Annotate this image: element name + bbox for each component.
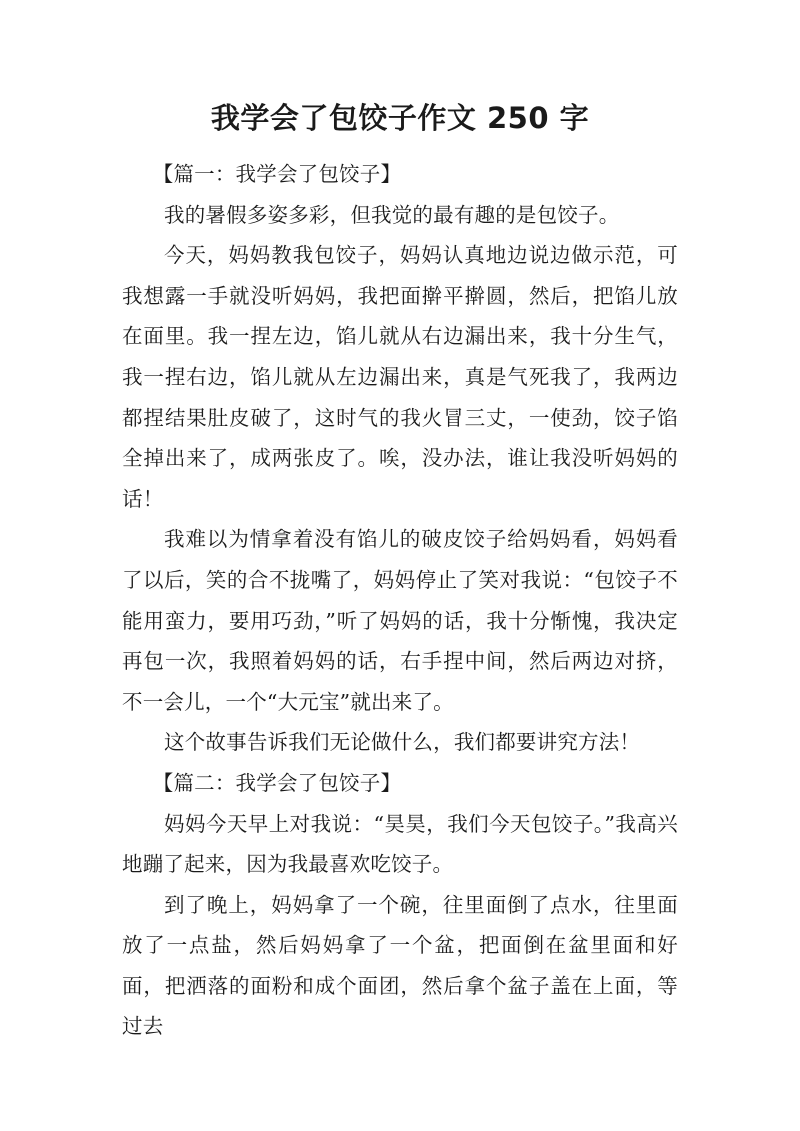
document-title: 我学会了包饺子作文 250 字 <box>210 101 590 135</box>
paragraph: 我的暑假多姿多彩，但我觉的最有趣的是包饺子。 <box>164 202 620 227</box>
paragraph: 我难以为情拿着没有馅儿的破皮饺子给妈妈看，妈妈看了以后，笑的合不拢嘴了，妈妈停止了笑对我说：“包饺子不能用蛮力，要用巧劲，”听了妈妈的话，我十分惭愧，我决定再包一次，我照着妈妈的话，右手捏中间，然后两边对挤，不一会儿，一个“大元宝”就出来了。 <box>122 527 678 714</box>
paragraph: 妈妈今天早上对我说：“昊昊，我们今天包饺子。”我高兴地蹦了起来，因为我最喜欢吃饺子。 <box>122 811 678 877</box>
paragraph: 今天，妈妈教我包饺子，妈妈认真地边说边做示范，可我想露一手就没听妈妈，我把面擀平擀圆，然后，把馅儿放在面里。我一捏左边，馅儿就从右边漏出来，我十分生气，我一捏右边，馅儿就从左边漏出来，真是气死我了，我两边都捏结果肚皮破了，这时气的我火冒三丈，一使劲，饺子馅全掉出来了，成两张皮了。唉，没办法，谁让我没听妈妈的话！ <box>122 243 678 511</box>
paragraph: 这个故事告诉我们无论做什么，我们都要讲究方法！ <box>164 730 641 755</box>
document-body <box>122 154 678 1047</box>
section-heading-2: 【篇二：我学会了包饺子】 <box>152 770 402 795</box>
section-heading-1: 【篇一：我学会了包饺子】 <box>152 162 402 186</box>
paragraph: 到了晚上，妈妈拿了一个碗，往里面倒了点水，往里面放了一点盐，然后妈妈拿了一个盆，把面倒在盆里面和好面，把洒落的面粉和成个面团，然后拿个盆子盖在上面，等过去 <box>122 892 678 1039</box>
